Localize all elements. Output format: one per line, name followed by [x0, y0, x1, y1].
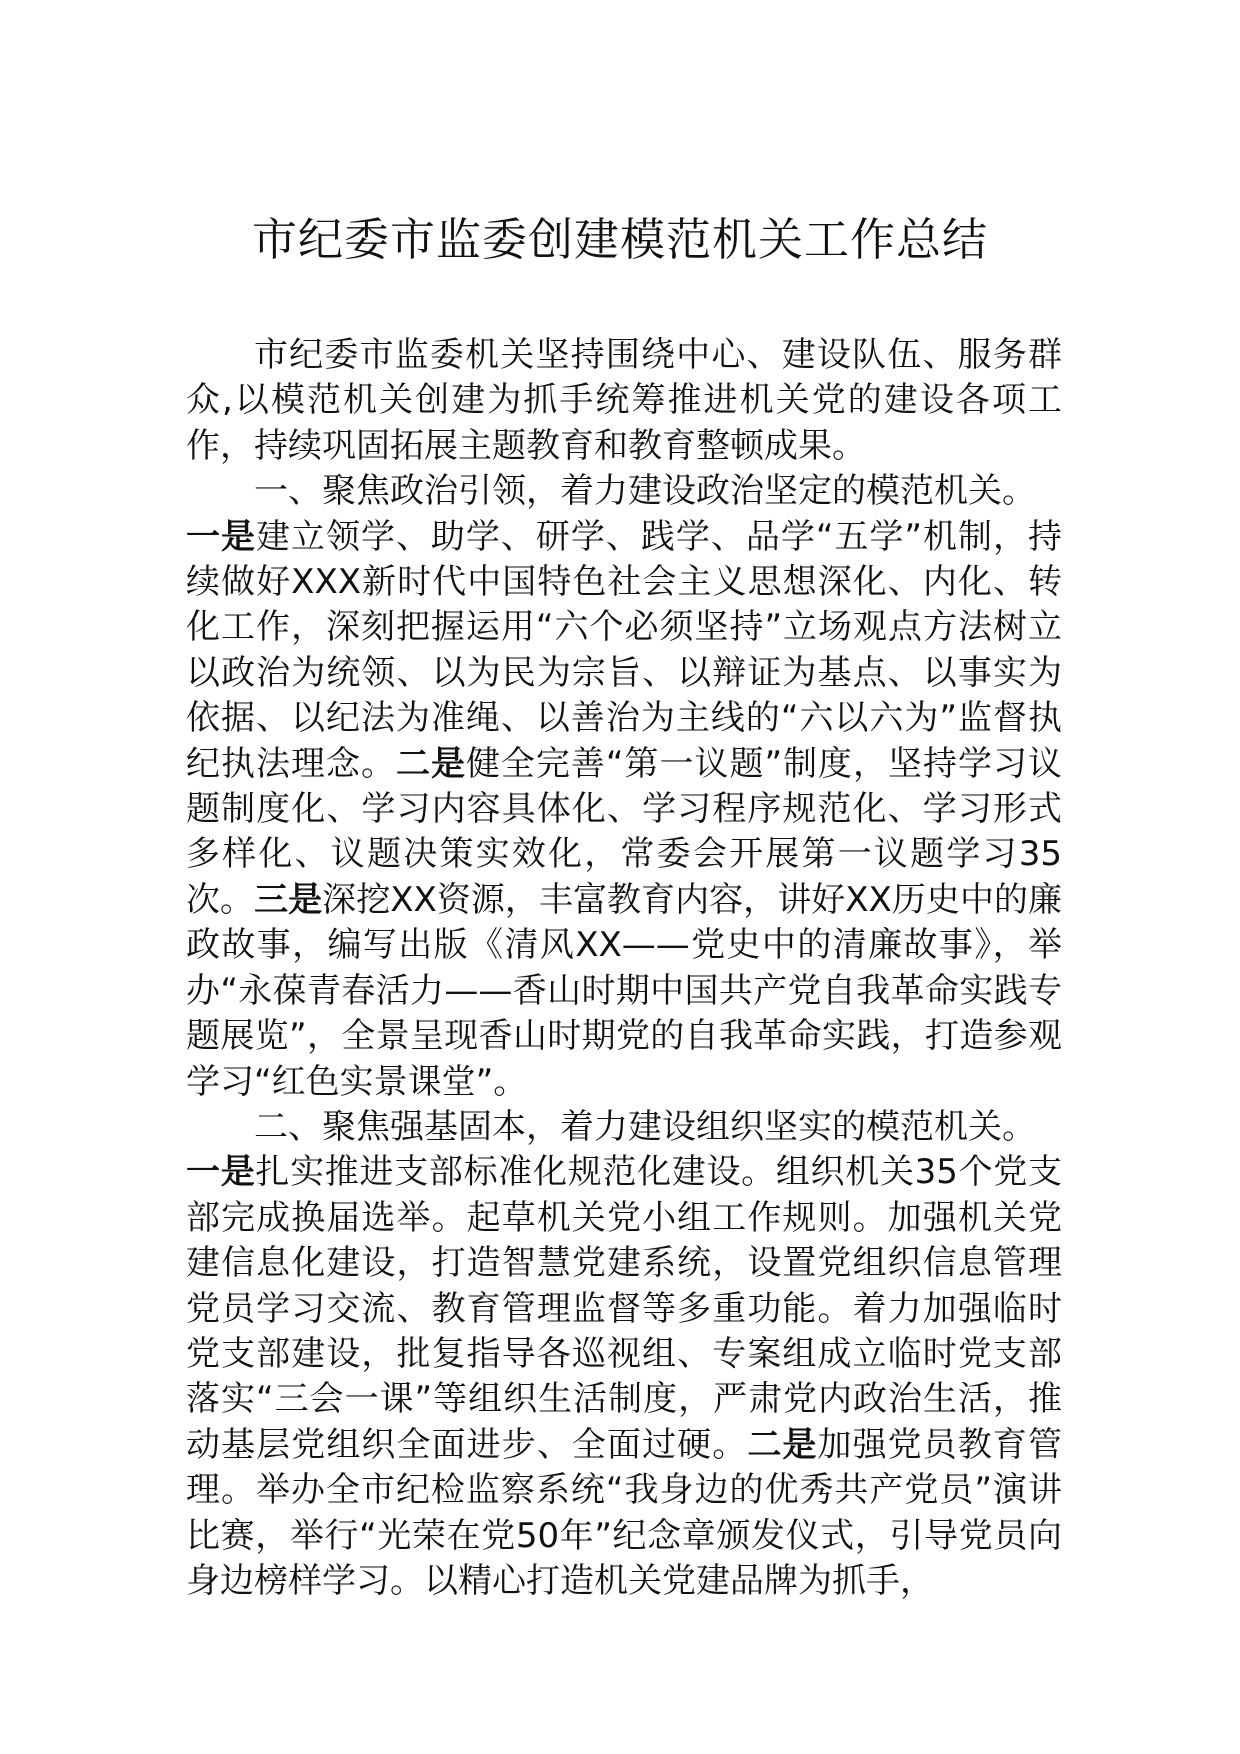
- section-1-point-2-marker: 二是: [395, 743, 466, 784]
- section-2-point-1-text: 扎实推进支部标准化规范化建设。组织机关35个党支部完成换届选举。起草机关党小组工作规则。加强机关党建信息化建设，打造智慧党建系统，设置党组织信息管理党员学习交流、教育管理监督等多重功能。着力加强临时党支部建设，批复指导各巡视组、专案组成立临时党支部落实“三会一课”等组织生活制度，严肃党内政治生活，推动基层党组织全面进步、全面过硬。: [186, 1152, 1063, 1465]
- section-2-point-2-text: 加强党员教育管理。举办全市纪检监察系统“我身边的优秀共产党员”演讲比赛，举行“光荣在党50年”纪念章颁发仪式，引导党员向身边榜样学习。以精心打造机关党建品牌为抓手，: [186, 1424, 1063, 1601]
- document-body: [186, 333, 1062, 1604]
- section-1-point-1-text: 建立领学、助学、研学、践学、品学“五学”机制，持续做好XXX新时代中国特色社会主义思想深化、内化、转化工作，深刻把握运用“六个必须坚持”立场观点方法树立以政治为统领、以为民为宗旨、以辩证为基点、以事实为依据、以纪法为准绳、以善治为主线的“六以六为”监督执纪执法理念。: [186, 516, 1062, 784]
- section-2-paragraph: [186, 1150, 1062, 1604]
- section-1-point-2-text: 健全完善“第一议题”制度，坚持学习议题制度化、学习内容具体化、学习程序规范化、学习形式多样化、议题决策实效化，常委会开展第一议题学习35次。: [186, 743, 1063, 920]
- section-2-point-1-marker: 一是: [186, 1152, 256, 1193]
- section-2-point-2-marker: 二是: [747, 1424, 818, 1465]
- section-1-point-3-marker: 三是: [254, 879, 323, 920]
- section-1-heading: 一、聚焦政治引领，着力建设政治坚定的模范机关。: [254, 471, 1036, 512]
- section-1-point-1-marker: 一是: [186, 516, 256, 557]
- document-title: 市纪委市监委创建模范机关工作总结: [251, 213, 988, 266]
- section-1-point-3-text: 深挖XX资源，丰富教育内容，讲好XX历史中的廉政故事，编写出版《清风XX——党史中的清廉故事》，举办“永葆青春活力——香山时期中国共产党自我革命实践专题展览”，全景呈现香山时期党的自我革命实践，打造参观学习“红色实景课堂”。: [186, 879, 1063, 1102]
- section-2-heading: 二、聚焦强基固本，着力建设组织坚实的模范机关。: [254, 1106, 1036, 1147]
- intro-paragraph: 市纪委市监委机关坚持围绕中心、建设队伍、服务群众,以模范机关创建为抓手统筹推进机关党的建设各项工作，持续巩固拓展主题教育和教育整顿成果。: [186, 335, 1062, 466]
- section-1-paragraph: [186, 515, 1062, 1105]
